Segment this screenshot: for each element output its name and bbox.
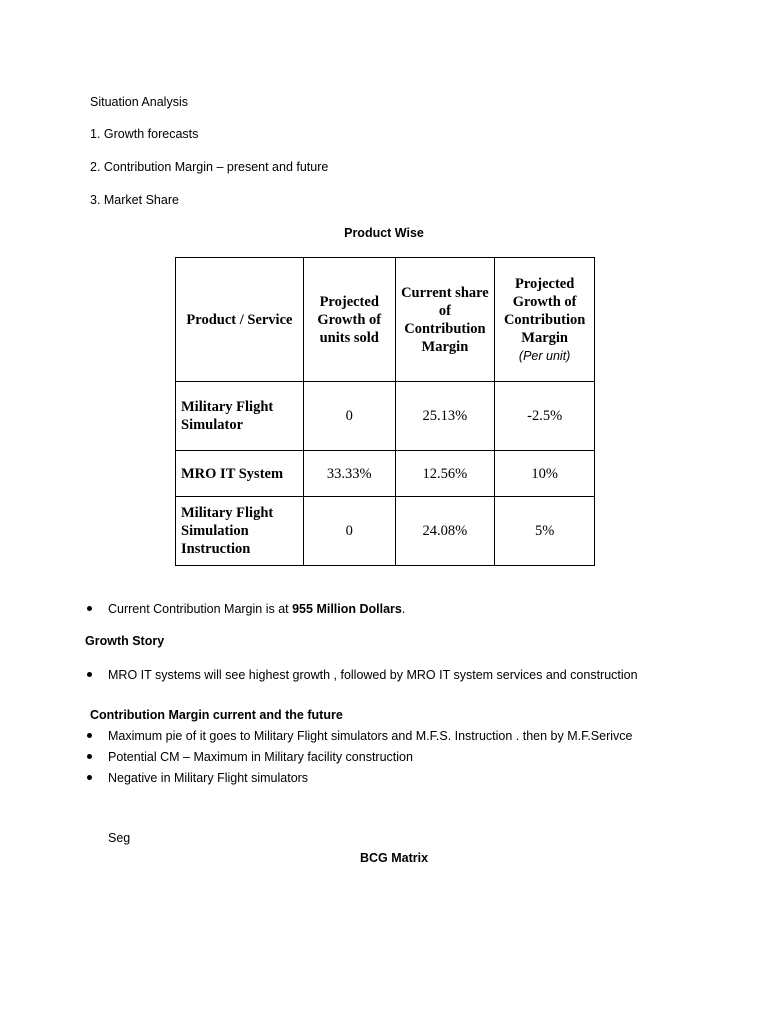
cm-section-bullet: Maximum pie of it goes to Military Flight simulators and M.F.S. Instruction . then by M.F.Serivce: [108, 729, 633, 743]
current-share-cell: 12.56%: [395, 451, 495, 497]
cm-note: [108, 601, 405, 617]
outline-item-3: 3. Market Share: [90, 193, 179, 207]
bullet-icon: [87, 606, 92, 611]
cm-section-bullet: Negative in Military Flight simulators: [108, 771, 309, 785]
current-share-cell: 25.13%: [395, 382, 495, 451]
bullet-icon: [87, 754, 92, 759]
cm-section-bullet: Potential CM – Maximum in Military facility construction: [108, 750, 413, 764]
growth-margin-cell: 10%: [495, 451, 595, 497]
product-table: [175, 257, 595, 566]
outline-item-2: 2. Contribution Margin – present and future: [90, 160, 329, 174]
growth-story-bullet: MRO IT systems will see highest growth , followed by MRO IT system services and construction: [108, 668, 638, 682]
growth-units-cell: 33.33%: [303, 451, 395, 497]
header-growth-margin: [495, 258, 595, 382]
bullet-icon: [87, 775, 92, 780]
section-heading: Situation Analysis: [90, 95, 188, 109]
cm-note-prefix: Current Contribution Margin is at: [108, 602, 293, 616]
seg-label: Seg: [108, 831, 131, 845]
growth-story-title: Growth Story: [85, 634, 165, 648]
header-product-service: Product / Service: [176, 258, 304, 382]
table-title: Product Wise: [344, 226, 424, 240]
bullet-icon: [87, 672, 92, 677]
product-name-cell: Military Flight Simulation Instruction: [176, 497, 304, 566]
table-row: [176, 497, 595, 566]
current-share-cell: 24.08%: [395, 497, 495, 566]
growth-units-cell: 0: [303, 382, 395, 451]
bullet-icon: [87, 733, 92, 738]
cm-note-suffix: .: [401, 602, 406, 616]
bcg-matrix-title: BCG Matrix: [359, 851, 429, 865]
product-name-cell: Military Flight Simulator: [176, 382, 304, 451]
cm-section-title: Contribution Margin current and the future: [90, 708, 343, 722]
growth-units-cell: 0: [303, 497, 395, 566]
growth-margin-cell: -2.5%: [495, 382, 595, 451]
growth-margin-cell: 5%: [495, 497, 595, 566]
header-growth-margin-label: Projected Growth of Contribution Margin: [503, 275, 586, 346]
header-growth-units: Projected Growth of units sold: [303, 258, 395, 382]
cm-note-amount: 955 Million Dollars: [292, 602, 402, 616]
table-header-row: [176, 258, 595, 382]
table-row: [176, 451, 595, 497]
outline-item-1: 1. Growth forecasts: [90, 127, 199, 141]
table-row: [176, 382, 595, 451]
per-unit-note: (Per unit): [518, 348, 571, 363]
header-current-share: Current share of Contribution Margin: [395, 258, 495, 382]
product-name-cell: MRO IT System: [176, 451, 304, 497]
